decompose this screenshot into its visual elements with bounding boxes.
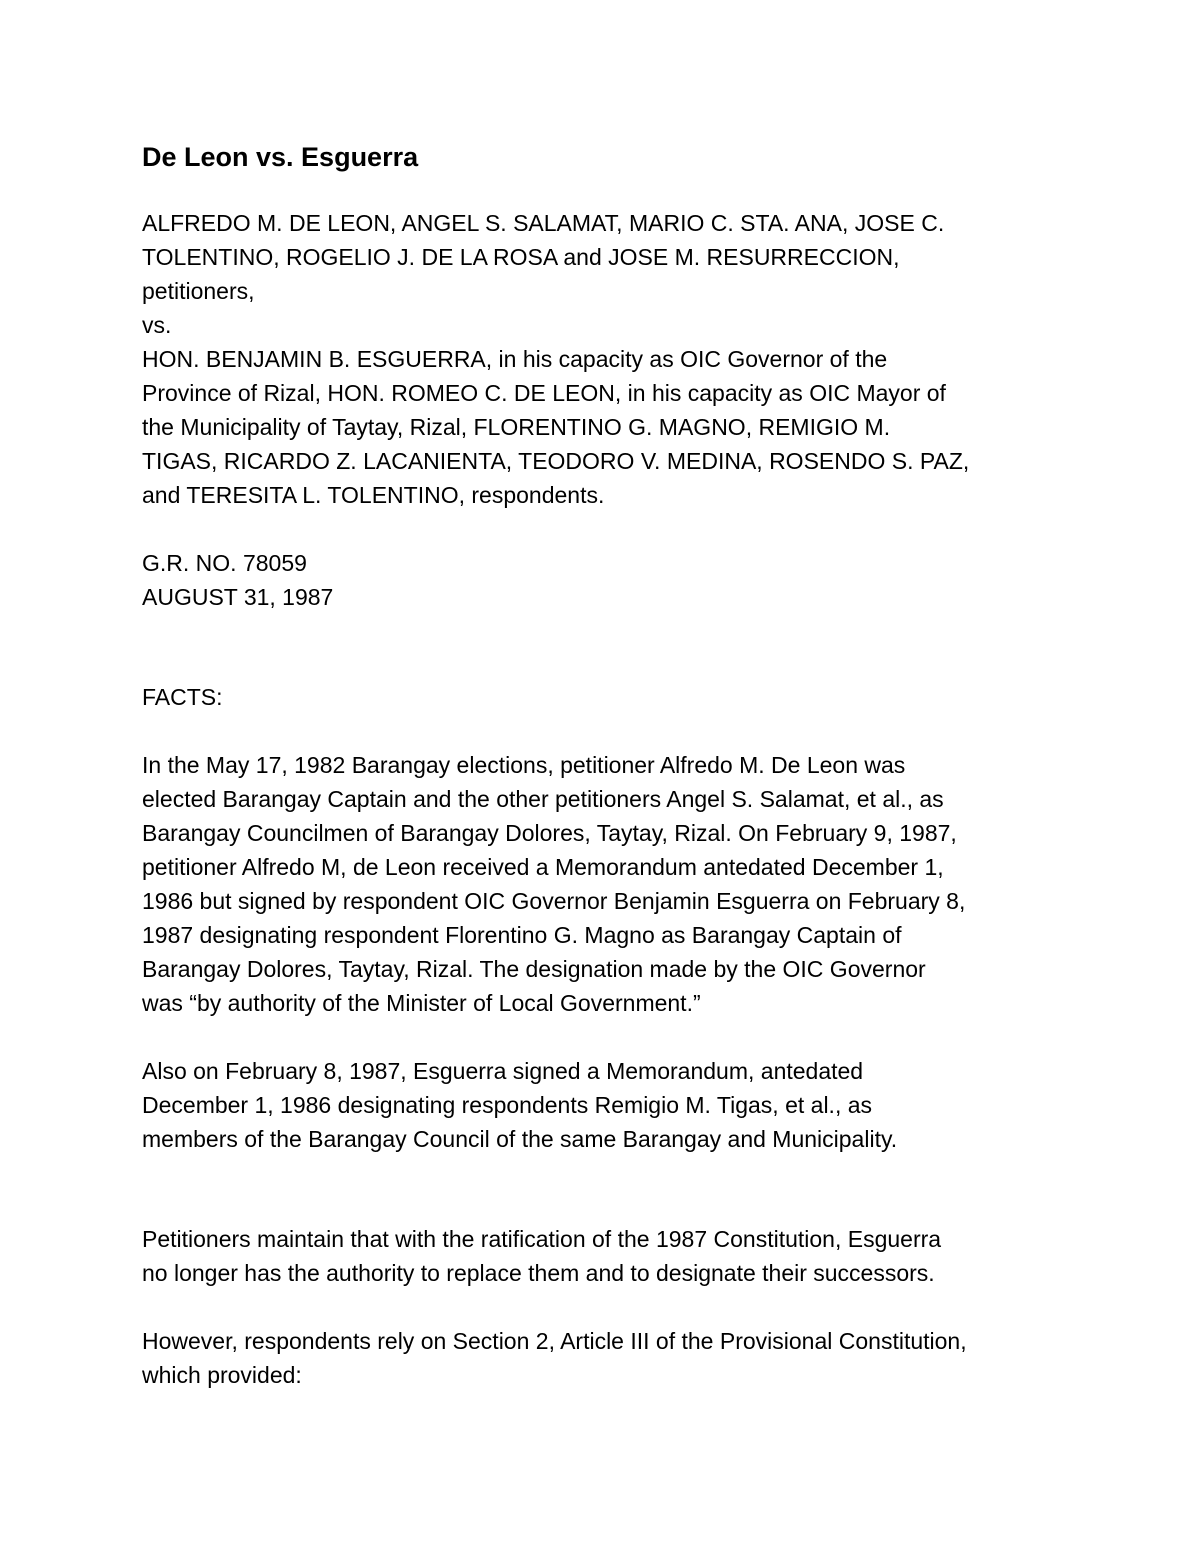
facts-paragraph: Also on February 8, 1987, Esguerra signed a Memorandum, antedated December 1, 1986 designating respondents Remigio M. Tigas, et al., as members of the Barangay Council of the same Barangay and Municipality. [142,1058,898,1152]
facts-paragraph: Petitioners maintain that with the ratification of the 1987 Constitution, Esguerra no longer has the authority to replace them and to designate their successors. [142,1226,942,1286]
facts-heading: FACTS: [142,684,223,710]
facts-paragraph: However, respondents rely on Section 2, Article III of the Provisional Constitution, which provided: [142,1328,967,1388]
document-page [142,140,1082,1392]
case-number: G.R. NO. 78059 [142,550,307,576]
case-parties: ALFREDO M. DE LEON, ANGEL S. SALAMAT, MARIO C. STA. ANA, JOSE C. TOLENTINO, ROGELIO J. DE LA ROSA and JOSE M. RESURRECCION, petitioners, vs. HON. BENJAMIN B. ESGUERRA, in his capacity as OIC Governor of the Province of Rizal, HON. ROMEO C. DE LEON, in his capacity as OIC Mayor of the Municipality of Taytay, Rizal, FLORENTINO G. MAGNO, REMIGIO M. TIGAS, RICARDO Z. LACANIENTA, TEODORO V. MEDINA, ROSENDO S. PAZ, and TERESITA L. TOLENTINO, respondents. [142,210,970,508]
case-date: AUGUST 31, 1987 [142,584,334,610]
facts-paragraph: In the May 17, 1982 Barangay elections, petitioner Alfredo M. De Leon was elected Barangay Captain and the other petitioners Angel S. Salamat, et al., as Barangay Councilmen of Barangay Dolores, Taytay, Rizal. On February 9, 1987, petitioner Alfredo M, de Leon received a Memorandum antedated December 1, 1986 but signed by respondent OIC Governor Benjamin Esguerra on February 8, 1987 designating respondent Florentino G. Magno as Barangay Captain of Barangay Dolores, Taytay, Rizal. The designation made by the OIC Governor was “by authority of the Minister of Local Government.” [142,752,966,1016]
document-title: De Leon vs. Esguerra [142,142,419,172]
